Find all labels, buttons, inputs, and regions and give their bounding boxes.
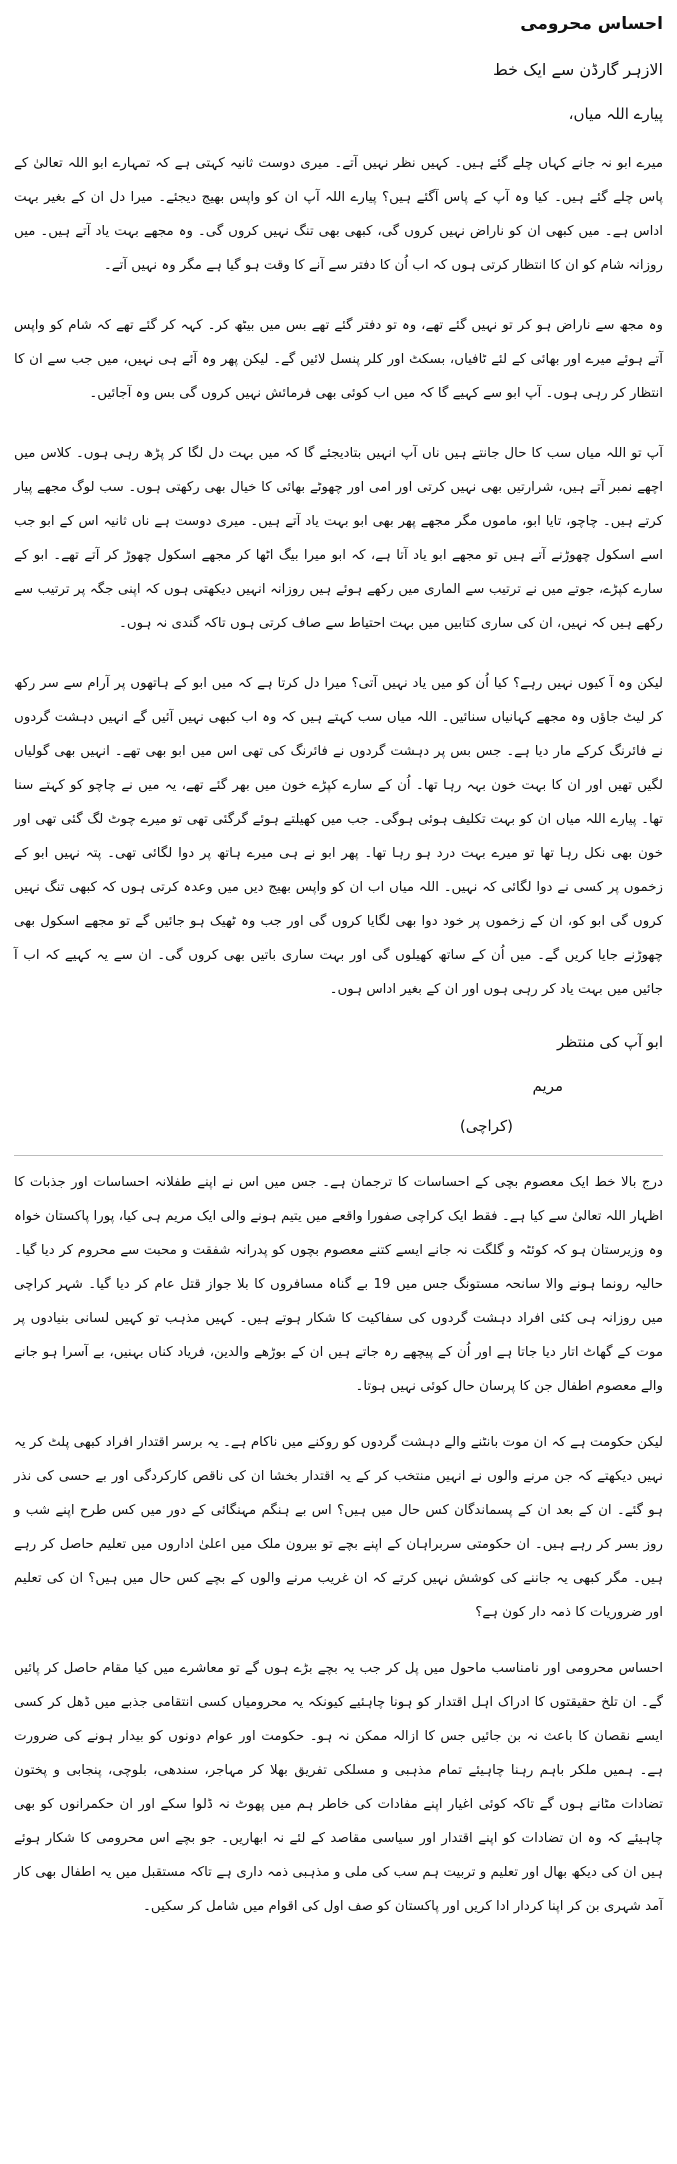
letter-paragraph: وہ مجھ سے ناراض ہو کر تو نہیں گئے تھے، وہ تو دفتر گئے تھے بس میں بیٹھ کر۔ کہہ کر گئے تھے کہ شام کو واپس آتے ہوئے میرے اور بھائی کے لئے ٹافیاں، بسکٹ اور کلر پنسل لائیں گے۔ لیکن پھر وہ آئے ہی نہیں، میں جب سے ان کا انتظار کر رہی ہوں۔ آپ ابو سے کہیے گا کہ میں اب کوئی بھی فرمائش نہیں کروں گی بس وہ آجائیں۔ bbox=[14, 318, 663, 401]
commentary-paragraph: احساس محرومی اور نامناسب ماحول میں پل کر جب یہ بچے بڑے ہوں گے تو معاشرے میں کیا مقام حاصل کر پائیں گے۔ ان تلخ حقیقتوں کا ادراک اہل اقتدار کو ہونا چاہئیے کیونکہ یہ محرومیاں کسی انتقامی جذبے میں ڈھل کر کسی ایسے نقصان کا باعث نہ بن جائیں جس کا ازالہ ممکن نہ ہو۔ حکومت اور عوام دونوں کو بیدار ہونے کی ضرورت ہے۔ ہمیں ملکر باہم رہنا چاہیئے تمام مذہبی و مسلکی تفریق بھلا کر مہاجر، سندھی، بلوچی، پنجابی و پختون تضادات مٹانے ہوں گے تاکہ کوئی اغیار اپنے مفادات کی خاطر ہم میں پھوٹ نہ ڈلوا سکے اور ان حکمرانوں کو بھی چاہیئے کہ وہ ان تضادات کو اپنے اقتدار اور سیاسی مقاصد کے لئے نہ ابھاریں۔ جو بچے اس محرومی کا شکار ہوئے ہیں ان کی دیکھ بھال اور تعلیم و تربیت ہم سب کی ملی و مذہبی ذمہ داری ہے تاکہ مستقبل میں یہ اطفال بھی کار آمد شہری بن کر اپنا کردار ادا کریں اور پاکستان کو صف اول کی اقوام میں شامل کر سکیں۔ bbox=[14, 1661, 663, 1914]
section-divider bbox=[14, 1155, 663, 1156]
letter-signature-name: مریم bbox=[532, 1077, 563, 1095]
letter-signoff: ابو آپ کی منتظر bbox=[557, 1033, 663, 1051]
commentary-paragraph: لیکن حکومت ہے کہ ان موت بانٹنے والے دہشت گردوں کو روکنے میں ناکام ہے۔ یہ برسر اقتدار افراد کبھی پلٹ کر یہ نہیں دیکھتے کہ جن مرنے والوں نے انہیں منتخب کر کے یہ اقتدار بخشا ان کی ناقص کارکردگی اور بے حسی کی نذر ہو گئے۔ ان کے بعد ان کے پسماندگان کس حال میں ہیں؟ اس بے ہنگم مہنگائی کے دور میں کس طرح اپنے شب و روز بسر کر رہے ہیں۔ ان حکومتی سربراہان کے اپنے بچے تو بیرون ملک میں اعلیٰ اداروں میں تعلیم حاصل کر رہے ہیں۔ مگر کبھی یہ جاننے کی کوشش نہیں کرتے کہ ان غریب مرنے والوں کے بچے کس حال میں ہیں؟ ان کی تعلیم اور ضروریات کا ذمہ دار کون ہے؟ bbox=[14, 1435, 663, 1620]
letter-paragraph: میرے ابو نہ جانے کہاں چلے گئے ہیں۔ کہیں نظر نہیں آتے۔ میری دوست ثانیہ کہتی ہے کہ تمہارے ابو اللہ تعالیٰ کے پاس چلے گئے ہیں۔ کیا وہ آپ کے پاس آگئے ہیں؟ پیارے اللہ آپ ان کو واپس بھیج دیجئے۔ میرا دل ان کے بغیر بہت اداس ہے۔ میں کبھی ان کو ناراض نہیں کروں گی، کبھی بھی تنگ نہیں کروں گی۔ وہ مجھے بہت یاد آتے ہیں۔ میں روزانہ شام کو ان کا انتظار کرتی ہوں کہ اب اُن کا دفتر سے آنے کا وقت ہو گیا ہے مگر وہ نہیں آتے۔ bbox=[14, 156, 664, 273]
letter-heading: الازہر گارڈن سے ایک خط bbox=[492, 60, 663, 79]
article-title: احساس محرومی bbox=[520, 14, 663, 34]
letter-signature-place: (کراچی) bbox=[459, 1117, 513, 1135]
letter-paragraph: آپ تو اللہ میاں سب کا حال جانتے ہیں ناں آپ انہیں بتادیجئے گا کہ میں بہت دل لگا کر پڑھ رہی ہوں۔ کلاس میں اچھے نمبر آتے ہیں، شرارتیں بھی نہیں کرتی اور امی اور چھوٹے بھائی کا خیال بھی رکھتی ہوں۔ سب لوگ مجھے پیار کرتے ہیں۔ چاچو، تایا ابو، ماموں مگر مجھے پھر بھی ابو بہت یاد آتے ہیں۔ میری دوست ہے ناں ثانیہ اس کے ابو جب اسے اسکول چھوڑنے آتے ہیں تو مجھے ابو یاد آتا ہے، کہ ابو میرا بیگ اٹھا کر مجھے اسکول چھوڑ کر آتے تھے۔ ابو کے سارے کپڑے، جوتے میں نے ترتیب سے الماری میں رکھے ہوئے ہیں روزانہ انہیں دیکھتی ہوں کہ اپنی جگہ پر ترتیب سے رکھے ہیں کہ نہیں، ان کی ساری کتابیں میں بہت احتیاط سے صاف کرتی ہوں تاکہ گندی نہ ہوں۔ bbox=[14, 446, 663, 631]
letter-greeting: پیارے اللہ میاں، bbox=[568, 105, 663, 123]
letter-paragraph: لیکن وہ آ کیوں نہیں رہے؟ کیا اُن کو میں یاد نہیں آتی؟ میرا دل کرتا ہے کہ میں ابو کے ہاتھوں پر آرام سے سر رکھ کر لیٹ جاؤں وہ مجھے کہانیاں سنائیں۔ اللہ میاں سب کہتے ہیں کہ وہ اب کبھی نہیں آئیں گے انہیں دہشت گردوں نے فائرنگ کرکے مار دیا ہے۔ جس بس پر دہشت گردوں نے فائرنگ کی تھی اس میں ابو بھی تھے۔ انہیں بھی گولیاں لگیں تھیں اور ان کا بہت خون بہہ رہا تھا۔ اُن کے سارے کپڑے خون میں بھر گئے تھے، یہ میں نے چاچو کو کہتے سنا تھا۔ پیارے اللہ میاں ان کو بہت تکلیف ہوئی ہوگی۔ جب میں کھیلتے ہوئے گرگئی تھی تو میرے چوٹ لگ گئی تھی اور خون بھی نکل رہا تھا تو میرے بہت درد ہو رہا تھا۔ پھر ابو نے ہی میرے ہاتھ پر دوا لگائی تھی۔ پتہ نہیں ابو کے زخموں پر کسی نے دوا لگائی کہ نہیں۔ اللہ میاں اب ان کو واپس بھیج دیں میں وعدہ کرتی ہوں کہ کبھی تنگ نہیں کروں گی ابو کو، ان کے زخموں پر خود دوا بھی لگایا کروں گی اور جب وہ ٹھیک ہو جائیں گے تو مجھے اسکول بھی چھوڑنے جایا کریں گے۔ میں اُن کے ساتھ کھیلوں گی اور بہت ساری باتیں بھی کروں گی۔ ان سے یہ کہیے کہ اب آ جائیں میں بہت یاد کر رہی ہوں اور ان کے بغیر اداس ہوں۔ bbox=[14, 676, 663, 997]
commentary-paragraph: درج بالا خط ایک معصوم بچی کے احساسات کا ترجمان ہے۔ جس میں اس نے اپنے طفلانہ احساسات اور جذبات کا اظہار اللہ تعالیٰ سے کیا ہے۔ فقط ایک کراچی صفورا واقعے میں یتیم ہونے والی ایک مریم ہی کیا، پورا پاکستان خواہ وہ وزیرستان ہو کہ کوئٹہ و گلگت نہ جانے ایسے کتنے معصوم بچوں کو پدرانہ شفقت و محبت سے محروم کر دیا گیا۔ حالیہ رونما ہونے والا سانحہ مستونگ جس میں 19 بے گناہ مسافروں کا بلا جواز قتل عام کر دیا گیا۔ شہر کراچی میں روزانہ ہی کئی افراد دہشت گردوں کی سفاکیت کا شکار ہوتے ہیں۔ کہیں مذہب تو کہیں لسانی بنیادوں پر موت کے گھاٹ اتار دیا جاتا ہے اور اُن کے پیچھے رہ جاتے ہیں ان کے بوڑھے والدین، فریاد کناں بہنیں، بے آسرا ہو جانے والے معصوم اطفال جن کا پرسان حال کوئی نہیں ہوتا۔ bbox=[14, 1175, 663, 1394]
